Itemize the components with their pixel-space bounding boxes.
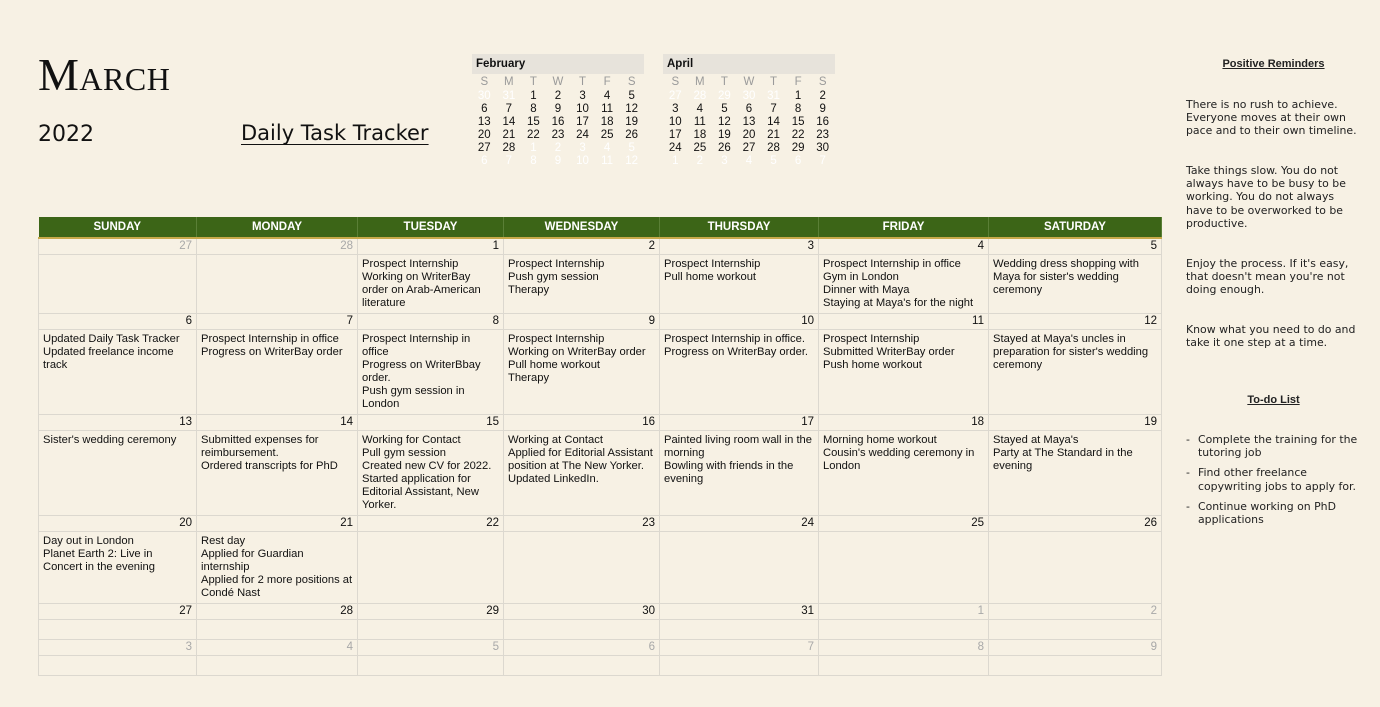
day-tasks-cell[interactable]: [504, 255, 660, 314]
day-tasks-text: Prospect Internship in office. Progress on WriterBay order.: [664, 333, 809, 358]
day-tasks-text: Prospect Internship in office Progress on WriterBbay order. Push gym session in London: [362, 333, 481, 410]
mini-calendar-day: 27: [668, 90, 682, 102]
day-tasks-text: Submitted expenses for reimbursement. Ordered transcripts for PhD: [201, 434, 338, 472]
mini-calendar-day: 8: [794, 103, 802, 115]
mini-calendar-day: 8: [530, 155, 537, 167]
day-tasks-cell[interactable]: [358, 330, 504, 415]
reminder-text: Know what you need to do and take it one step at a time.: [1186, 323, 1356, 350]
day-tasks-cell[interactable]: [989, 431, 1162, 516]
day-number: 3: [660, 238, 819, 255]
reminder-text: Take things slow. You do not always have to be busy to be working. You do not always have to be overworked to be productive.: [1186, 164, 1346, 230]
mini-calendar-week: [472, 116, 644, 129]
mini-calendar-day: 29: [718, 90, 731, 102]
mini-calendar-week: [663, 155, 835, 168]
day-number: 5: [989, 238, 1162, 255]
day-tasks-cell[interactable]: [819, 532, 989, 604]
month-title: March: [38, 49, 171, 100]
mini-calendar-day: 21: [502, 129, 516, 141]
mini-calendar-day: 21: [767, 129, 780, 141]
mini-calendar-day: 7: [819, 155, 826, 167]
week-date-row: [39, 516, 1162, 532]
mini-calendar-day: 24: [576, 129, 589, 141]
day-tasks-cell[interactable]: [989, 532, 1162, 604]
day-number: 3: [39, 640, 197, 656]
mini-calendar-day: 2: [554, 90, 562, 102]
day-number: 15: [358, 415, 504, 431]
mini-calendar-day: 11: [693, 116, 706, 128]
mini-calendar-day: 4: [745, 155, 753, 167]
mini-calendar-day: 30: [816, 142, 830, 154]
mini-calendar-day: 3: [721, 155, 728, 167]
day-number: 2: [989, 604, 1162, 620]
mini-calendar-weekday: M: [504, 76, 514, 88]
mini-calendar-weekday: F: [603, 76, 611, 88]
mini-calendar-day: 22: [791, 129, 805, 141]
mini-calendar-day: 4: [603, 142, 611, 154]
mini-calendar-day: 31: [767, 90, 780, 102]
day-number: 1: [358, 238, 504, 255]
day-tasks-text: Painted living room wall in the morning Bowling with friends in the evening: [664, 434, 812, 485]
week-date-row: [39, 314, 1162, 330]
day-tasks-text: Working at Contact Applied for Editorial Assistant position at The New Yorker. Updated LinkedIn.: [508, 434, 653, 485]
day-tasks-cell[interactable]: [989, 255, 1162, 314]
mini-calendar-weekday: S: [818, 76, 827, 88]
day-tasks-text: Working for Contact Pull gym session Created new CV for 2022. Started application for Editorial Assistant, New Yorker.: [362, 434, 492, 511]
day-tasks-text: Stayed at Maya's uncles in preparation for sister's wedding ceremony: [993, 333, 1149, 371]
day-number: 14: [197, 415, 358, 431]
mini-calendar-day: 2: [696, 155, 704, 167]
day-number: 8: [819, 640, 989, 656]
day-number: 7: [660, 640, 819, 656]
day-number: 11: [819, 314, 989, 330]
day-tasks-cell[interactable]: [197, 330, 358, 415]
mini-calendar-day: 3: [579, 142, 586, 154]
mini-calendar-day: 7: [505, 155, 513, 167]
day-tasks-cell[interactable]: [358, 431, 504, 516]
day-number: 31: [660, 604, 819, 620]
mini-calendar-day: 13: [477, 116, 491, 128]
mini-calendar-day: 18: [600, 116, 614, 128]
mini-calendar-day: 12: [718, 116, 731, 128]
mini-calendar-day: 22: [527, 129, 540, 141]
week-tasks-row: [39, 656, 1162, 676]
day-tasks-cell[interactable]: [197, 255, 358, 314]
day-tasks-text: Prospect Internship Working on WriterBay order on Arab-American literature: [362, 258, 481, 309]
week-tasks-row: [39, 330, 1162, 415]
mini-calendar-day: 29: [791, 142, 805, 154]
mini-calendar-february: [472, 54, 644, 168]
day-tasks-cell[interactable]: [989, 656, 1162, 676]
mini-calendar-day: 11: [601, 103, 614, 115]
day-number: 21: [197, 516, 358, 532]
week-date-row: [39, 640, 1162, 656]
day-tasks-cell[interactable]: [819, 330, 989, 415]
day-number: 9: [989, 640, 1162, 656]
mini-calendar-day: 2: [554, 142, 562, 154]
day-tasks-text: Updated Daily Task Tracker Updated freelance income track: [43, 333, 180, 371]
day-tasks-cell[interactable]: [504, 431, 660, 516]
day-tasks-cell[interactable]: [819, 431, 989, 516]
day-number: 17: [660, 415, 819, 431]
day-number: 8: [358, 314, 504, 330]
mini-calendar-day: 8: [530, 103, 537, 115]
mini-calendar-week: [472, 142, 644, 155]
day-number: 7: [197, 314, 358, 330]
day-number: 2: [504, 238, 660, 255]
mini-calendar-day: 1: [794, 90, 802, 102]
mini-calendar-day: 11: [601, 155, 614, 167]
day-number: 12: [989, 314, 1162, 330]
day-tasks-text: Prospect Internship in office Gym in London Dinner with Maya Staying at Maya's for the night: [823, 258, 974, 309]
mini-calendar-day: 31: [502, 90, 516, 102]
mini-calendar-month: February: [472, 54, 644, 74]
day-tasks-cell[interactable]: [660, 656, 819, 676]
month-calendar: [38, 217, 1162, 676]
tracker-title: Daily Task Tracker: [241, 121, 429, 145]
day-tasks-text: Prospect Internship Working on WriterBay order Pull home workout Therapy: [508, 333, 646, 384]
todo-item: - Complete the training for the tutoring job: [1186, 433, 1361, 459]
week-tasks-row: [39, 431, 1162, 516]
day-number: 19: [989, 415, 1162, 431]
sidebar: [1186, 58, 1361, 527]
mini-calendar-day: 9: [554, 155, 562, 167]
mini-calendar-day: 10: [576, 155, 589, 167]
day-tasks-cell[interactable]: [39, 656, 197, 676]
mini-calendar-day: 30: [477, 90, 491, 102]
mini-calendar-grid: [663, 74, 835, 168]
day-number: 27: [39, 604, 197, 620]
day-number: 10: [660, 314, 819, 330]
weekday-header: TUESDAY: [358, 217, 504, 238]
day-tasks-text: Morning home workout Cousin's wedding ceremony in London: [823, 434, 975, 472]
mini-calendar-day: 17: [576, 116, 589, 128]
day-tasks-cell[interactable]: [358, 620, 504, 640]
mini-calendar-weekday: T: [770, 76, 778, 88]
mini-calendar-day: 1: [530, 90, 537, 102]
mini-calendar-day: 3: [579, 90, 586, 102]
mini-calendar-day: 12: [625, 103, 639, 115]
mini-calendar-day: 5: [628, 90, 635, 102]
week-tasks-row: [39, 532, 1162, 604]
mini-calendar-day: 25: [600, 129, 614, 141]
todo-list: [1186, 433, 1361, 533]
mini-calendar-weekday: T: [529, 76, 537, 88]
weekday-header: SUNDAY: [39, 217, 197, 238]
mini-calendar-week: [663, 90, 835, 103]
day-tasks-cell[interactable]: [660, 255, 819, 314]
mini-calendar-week: [663, 103, 835, 116]
mini-calendar-day: 16: [551, 116, 565, 128]
reminder-text: Enjoy the process. If it's easy, that doesn't mean you're not doing enough.: [1186, 257, 1349, 297]
day-tasks-cell[interactable]: [660, 532, 819, 604]
mini-calendar-week: [472, 103, 644, 116]
day-tasks-text: Rest day Applied for Guardian internship Applied for 2 more positions at Condé Nast: [201, 535, 353, 599]
day-number: 13: [39, 415, 197, 431]
day-number: 28: [197, 238, 358, 255]
mini-calendar-day: 5: [721, 103, 728, 115]
day-number: 16: [504, 415, 660, 431]
mini-calendar-day: 14: [502, 116, 516, 128]
reminder-text: There is no rush to achieve. Everyone moves at their own pace and to their own timeline.: [1186, 98, 1357, 138]
mini-calendar-april: [663, 54, 835, 168]
mini-calendar-weekday: T: [579, 76, 587, 88]
day-tasks-cell[interactable]: [660, 620, 819, 640]
day-tasks-cell[interactable]: [504, 532, 660, 604]
day-number: 26: [989, 516, 1162, 532]
todo-item: - Continue working on PhD applications: [1186, 500, 1361, 526]
day-tasks-cell[interactable]: [660, 431, 819, 516]
day-tasks-cell[interactable]: [39, 620, 197, 640]
day-tasks-cell[interactable]: [660, 330, 819, 415]
day-number: 6: [39, 314, 197, 330]
mini-calendar-week: [472, 129, 644, 142]
mini-calendar-day: 20: [477, 129, 491, 141]
mini-calendar-weekday: S: [480, 76, 489, 88]
year-label: 2022: [38, 122, 94, 147]
mini-calendar-day: 6: [794, 155, 802, 167]
mini-calendar-day: 28: [693, 90, 707, 102]
mini-calendar-day: 5: [770, 155, 777, 167]
mini-calendar-weekday: T: [720, 76, 728, 88]
mini-calendar-day: 23: [551, 129, 565, 141]
mini-calendar-month: April: [663, 54, 835, 74]
mini-calendar-day: 24: [668, 142, 682, 154]
mini-calendar-weekday-row: [663, 74, 835, 90]
mini-calendar-day: 6: [481, 155, 488, 167]
day-number: 24: [660, 516, 819, 532]
mini-calendar-day: 27: [477, 142, 491, 154]
day-tasks-text: Prospect Internship in office Progress on WriterBay order: [201, 333, 343, 358]
day-number: 29: [358, 604, 504, 620]
mini-calendar-day: 27: [742, 142, 756, 154]
weekday-header: WEDNESDAY: [504, 217, 660, 238]
day-tasks-cell[interactable]: [197, 656, 358, 676]
mini-calendar-weekday: W: [743, 76, 755, 88]
mini-calendar-day: 16: [816, 116, 830, 128]
mini-calendar-day: 1: [672, 155, 679, 167]
mini-calendar-week: [663, 129, 835, 142]
mini-calendar-day: 17: [668, 129, 682, 141]
day-number: 4: [197, 640, 358, 656]
mini-calendar-day: 7: [505, 103, 513, 115]
mini-calendar-week: [472, 155, 644, 168]
week-tasks-row: [39, 620, 1162, 640]
day-number: 6: [504, 640, 660, 656]
mini-calendar-day: 26: [718, 142, 731, 154]
mini-calendar-week: [472, 90, 644, 103]
mini-calendar-weekday: W: [552, 76, 564, 88]
mini-calendar-day: 20: [742, 129, 756, 141]
mini-calendar-weekday-row: [472, 74, 644, 90]
weekday-header: THURSDAY: [660, 217, 819, 238]
mini-calendar-day: 19: [718, 129, 731, 141]
mini-calendar-weekday: S: [627, 76, 636, 88]
day-tasks-text: Wedding dress shopping with Maya for sister's wedding ceremony: [993, 258, 1139, 296]
mini-calendar-day: 9: [554, 103, 562, 115]
mini-calendar-day: 12: [625, 155, 639, 167]
mini-calendar-day: 7: [770, 103, 777, 115]
day-number: 4: [819, 238, 989, 255]
day-tasks-text: Stayed at Maya's Party at The Standard in the evening: [993, 434, 1133, 472]
day-tasks-cell[interactable]: [504, 330, 660, 415]
day-tasks-cell[interactable]: [504, 656, 660, 676]
day-tasks-text: Prospect Internship Push gym session Therapy: [508, 258, 605, 296]
todo-heading: To-do List: [1247, 394, 1300, 406]
day-tasks-text: Prospect Internship Submitted WriterBay order Push home workout: [823, 333, 955, 371]
week-date-row: [39, 415, 1162, 431]
mini-calendar-day: 28: [502, 142, 516, 154]
day-number: 28: [197, 604, 358, 620]
week-date-row: [39, 604, 1162, 620]
day-tasks-cell[interactable]: [358, 255, 504, 314]
day-tasks-cell[interactable]: [989, 620, 1162, 640]
mini-calendar-day: 28: [767, 142, 780, 154]
mini-calendar-weekday: S: [671, 76, 680, 88]
mini-calendar-day: 10: [668, 116, 682, 128]
mini-calendar-day: 4: [696, 103, 704, 115]
day-tasks-text: Day out in London Planet Earth 2: Live in Concert in the evening: [43, 535, 155, 573]
mini-calendar-day: 14: [767, 116, 780, 128]
week-date-row: [39, 238, 1162, 255]
mini-calendar-day: 1: [530, 142, 537, 154]
mini-calendar-day: 10: [576, 103, 589, 115]
day-number: 25: [819, 516, 989, 532]
day-tasks-cell[interactable]: [819, 620, 989, 640]
day-tasks-text: Sister's wedding ceremony: [43, 434, 177, 446]
day-number: 23: [504, 516, 660, 532]
mini-calendar-weekday: F: [794, 76, 802, 88]
mini-calendar-day: 4: [603, 90, 611, 102]
day-tasks-cell[interactable]: [989, 330, 1162, 415]
weekday-header: SATURDAY: [989, 217, 1162, 238]
mini-calendar-day: 30: [742, 90, 756, 102]
day-tasks-cell[interactable]: [197, 532, 358, 604]
day-tasks-cell[interactable]: [39, 431, 197, 516]
weekday-header: MONDAY: [197, 217, 358, 238]
mini-calendar-day: 25: [693, 142, 707, 154]
day-number: 27: [39, 238, 197, 255]
mini-calendar-day: 23: [816, 129, 830, 141]
mini-calendar-week: [663, 142, 835, 155]
day-tasks-cell[interactable]: [358, 656, 504, 676]
mini-calendar-day: 18: [693, 129, 707, 141]
mini-calendar-day: 13: [742, 116, 756, 128]
reminders-heading: Positive Reminders: [1222, 58, 1325, 70]
day-number: 22: [358, 516, 504, 532]
todo-item: - Find other freelance copywriting jobs to apply for.: [1186, 466, 1361, 492]
mini-calendar-day: 26: [625, 129, 639, 141]
mini-calendar-week: [663, 116, 835, 129]
day-tasks-cell[interactable]: [819, 255, 989, 314]
day-number: 18: [819, 415, 989, 431]
mini-calendar-day: 6: [745, 103, 753, 115]
day-tasks-cell[interactable]: [39, 255, 197, 314]
weekday-header: FRIDAY: [819, 217, 989, 238]
mini-calendar-day: 5: [628, 142, 635, 154]
day-tasks-cell[interactable]: [819, 656, 989, 676]
mini-calendar-day: 3: [672, 103, 679, 115]
day-tasks-cell[interactable]: [39, 330, 197, 415]
mini-calendar-grid: [472, 74, 644, 168]
day-tasks-text: Prospect Internship Pull home workout: [664, 258, 761, 283]
day-tasks-cell[interactable]: [358, 532, 504, 604]
day-tasks-cell[interactable]: [504, 620, 660, 640]
week-tasks-row: [39, 255, 1162, 314]
day-number: 30: [504, 604, 660, 620]
mini-calendar-day: 9: [819, 103, 826, 115]
day-number: 20: [39, 516, 197, 532]
mini-calendar-day: 15: [527, 116, 540, 128]
day-tasks-cell[interactable]: [197, 620, 358, 640]
day-number: 5: [358, 640, 504, 656]
day-number: 9: [504, 314, 660, 330]
day-tasks-cell[interactable]: [197, 431, 358, 516]
day-tasks-cell[interactable]: [39, 532, 197, 604]
day-number: 1: [819, 604, 989, 620]
mini-calendar-day: 15: [791, 116, 805, 128]
mini-calendar-day: 6: [481, 103, 488, 115]
mini-calendar-day: 19: [625, 116, 639, 128]
mini-calendar-weekday: M: [695, 76, 705, 88]
mini-calendar-day: 2: [819, 90, 826, 102]
